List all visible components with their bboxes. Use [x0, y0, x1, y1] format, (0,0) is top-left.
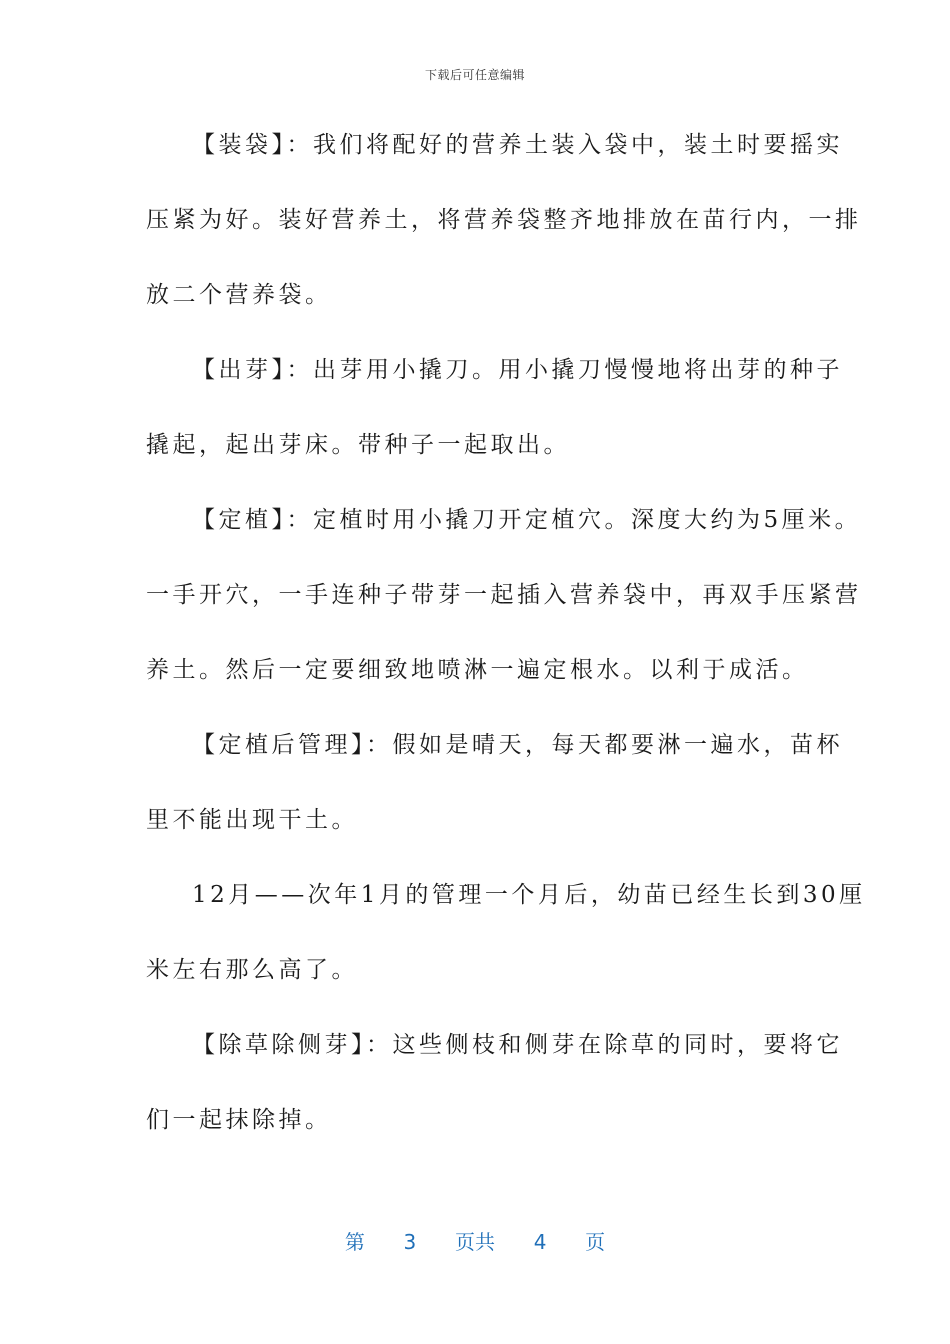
paragraph-line: 里不能出现干土。	[146, 807, 358, 833]
footer-middle: 页共	[455, 1230, 495, 1254]
paragraph-line: 一手开穴，一手连种子带芽一起插入营养袋中，再双手压紧营	[146, 582, 862, 608]
paragraph-line: 【定植】：定植时用小撬刀开定植穴。深度大约为5厘米。	[192, 507, 862, 533]
document-body	[146, 125, 866, 1175]
paragraph-line: 【除草除侧芽】：这些侧枝和侧芽在除草的同时，要将它	[192, 1032, 843, 1058]
paragraph-line: 压紧为好。装好营养土，将营养袋整齐地排放在苗行内，一排	[146, 207, 862, 233]
footer-prefix: 第	[344, 1230, 365, 1254]
paragraph-line: 12月——次年1月的管理一个月后，幼苗已经生长到30厘	[192, 882, 866, 908]
paragraph-line: 【定植后管理】：假如是晴天，每天都要淋一遍水，苗杯	[192, 732, 843, 758]
paragraph-line: 【出芽】：出芽用小撬刀。用小撬刀慢慢地将出芽的种子	[192, 357, 843, 383]
page-footer	[0, 1226, 950, 1255]
current-page-number: 3	[403, 1230, 417, 1254]
paragraph-line: 【装袋】：我们将配好的营养土装入袋中，装土时要摇实	[192, 132, 843, 158]
paragraph-line: 养土。然后一定要细致地喷淋一遍定根水。以利于成活。	[146, 657, 809, 683]
paragraph-line: 米左右那么高了。	[146, 957, 358, 983]
total-pages-number: 4	[533, 1230, 547, 1254]
paragraph-line: 撬起，起出芽床。带种子一起取出。	[146, 432, 570, 458]
footer-suffix: 页	[585, 1230, 606, 1254]
paragraph-line: 放二个营养袋。	[146, 282, 332, 308]
paragraph-line: 们一起抹除掉。	[146, 1107, 332, 1133]
page-header: 下载后可任意编辑	[424, 68, 525, 82]
